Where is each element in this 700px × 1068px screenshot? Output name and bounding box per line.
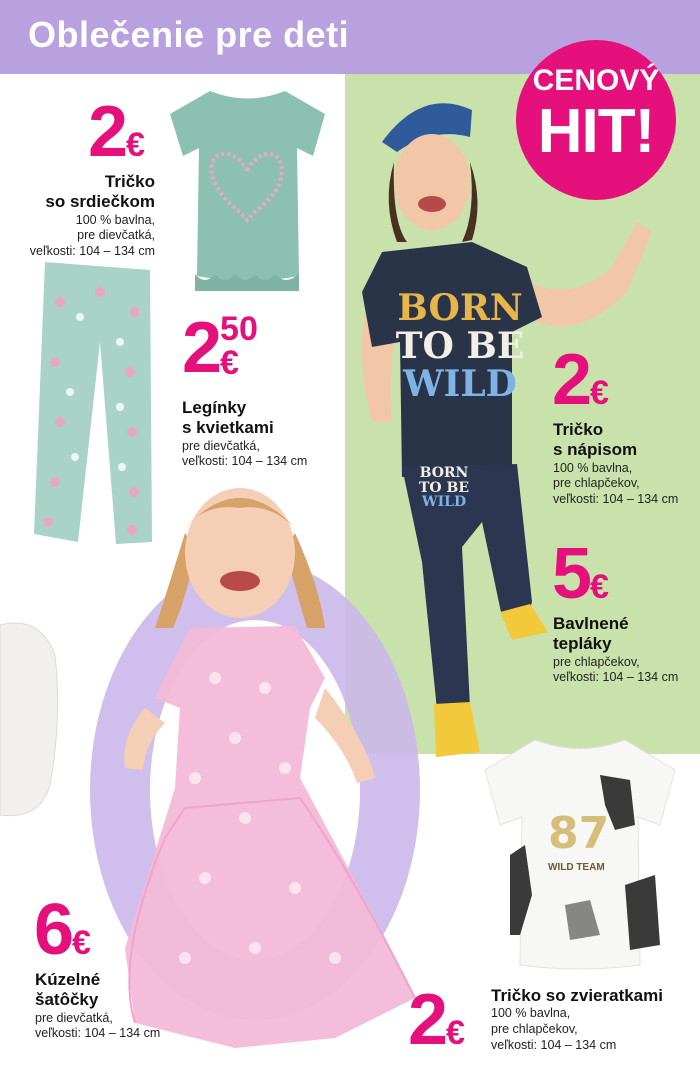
price-value: 2 [88, 92, 127, 172]
badge-line1: CENOVÝ [532, 64, 660, 97]
price-currency: € [590, 568, 609, 606]
price-currency: € [126, 126, 145, 164]
product-desc: pre dievčatká, [182, 438, 260, 453]
price-currency: € [72, 924, 91, 962]
product-desc: pre chlapčekov, [553, 476, 640, 491]
product-info [553, 420, 678, 508]
product-desc: pre chlapčekov, [491, 1022, 578, 1037]
shirt-print-line3: WILD [403, 362, 517, 405]
pants-print-line2: TO BE [419, 479, 469, 496]
price-tag [408, 980, 465, 1060]
price-tag [552, 534, 609, 614]
shirt-print-line2: TO BE [395, 324, 525, 367]
product-name: tepláky [553, 634, 612, 654]
price-currency: € [590, 374, 609, 412]
product-name: s nápisom [553, 440, 638, 460]
product-name: Bavlnené [553, 614, 629, 633]
product-info [35, 970, 160, 1042]
product-info [182, 398, 307, 470]
product-desc: veľkosti: 104 – 134 cm [182, 454, 308, 469]
product-info [553, 614, 678, 686]
tee-number: 87 [548, 808, 610, 859]
product-desc: pre dievčatká, [35, 1010, 113, 1025]
product-name: s kvietkami [182, 418, 274, 438]
price-value: 6 [34, 890, 73, 970]
product-name: Tričko [553, 420, 604, 439]
product-name: Kúzelné [35, 970, 101, 989]
product-desc: veľkosti: 104 – 134 cm [553, 492, 679, 507]
price-currency: € [446, 1014, 465, 1052]
product-name: Tričko so zvieratkami [491, 986, 663, 1005]
product-desc: 100 % bavlna, [553, 460, 633, 475]
product-name: šatôčky [35, 990, 99, 1010]
product-desc: veľkosti: 104 – 134 cm [491, 1037, 617, 1052]
price-hit-badge [516, 40, 676, 200]
product-desc: veľkosti: 104 – 134 cm [553, 670, 679, 685]
price-cents: 50 [220, 310, 258, 348]
price-tag [182, 308, 258, 388]
price-value: 5 [552, 534, 591, 614]
price-value: 2 [408, 980, 447, 1060]
product-desc: pre dievčatká, [77, 228, 155, 243]
product-name: Tričko [104, 172, 155, 191]
price-value: 2 [552, 340, 591, 420]
page-title: Oblečenie pre deti [28, 14, 350, 55]
product-info [491, 986, 663, 1053]
shirt-print [390, 287, 530, 405]
price-tag [34, 890, 91, 970]
tshirt-heart-image[interactable] [165, 86, 330, 298]
price-value: 2 [182, 308, 221, 388]
pants-print-line3: WILD [421, 494, 467, 511]
price-tag [552, 340, 609, 420]
product-desc: veľkosti: 104 – 134 cm [35, 1026, 161, 1041]
product-name: so srdiečkom [45, 192, 155, 212]
badge-line2: HIT! [537, 97, 655, 166]
price-currency: € [220, 344, 239, 382]
product-desc: 100 % bavlna, [491, 1006, 571, 1021]
product-desc: veľkosti: 104 – 134 cm [29, 244, 155, 259]
product-desc: 100 % bavlna, [75, 212, 155, 227]
product-name: Legínky [182, 398, 247, 417]
shirt-print-line1: BORN [397, 287, 523, 329]
pillow-image [0, 615, 60, 825]
tee-text: WILD TEAM [548, 862, 605, 873]
product-info [30, 172, 155, 260]
product-desc: pre chlapčekov, [553, 654, 640, 669]
price-tag [88, 92, 145, 172]
pants-print-line1: BORN [419, 465, 469, 481]
